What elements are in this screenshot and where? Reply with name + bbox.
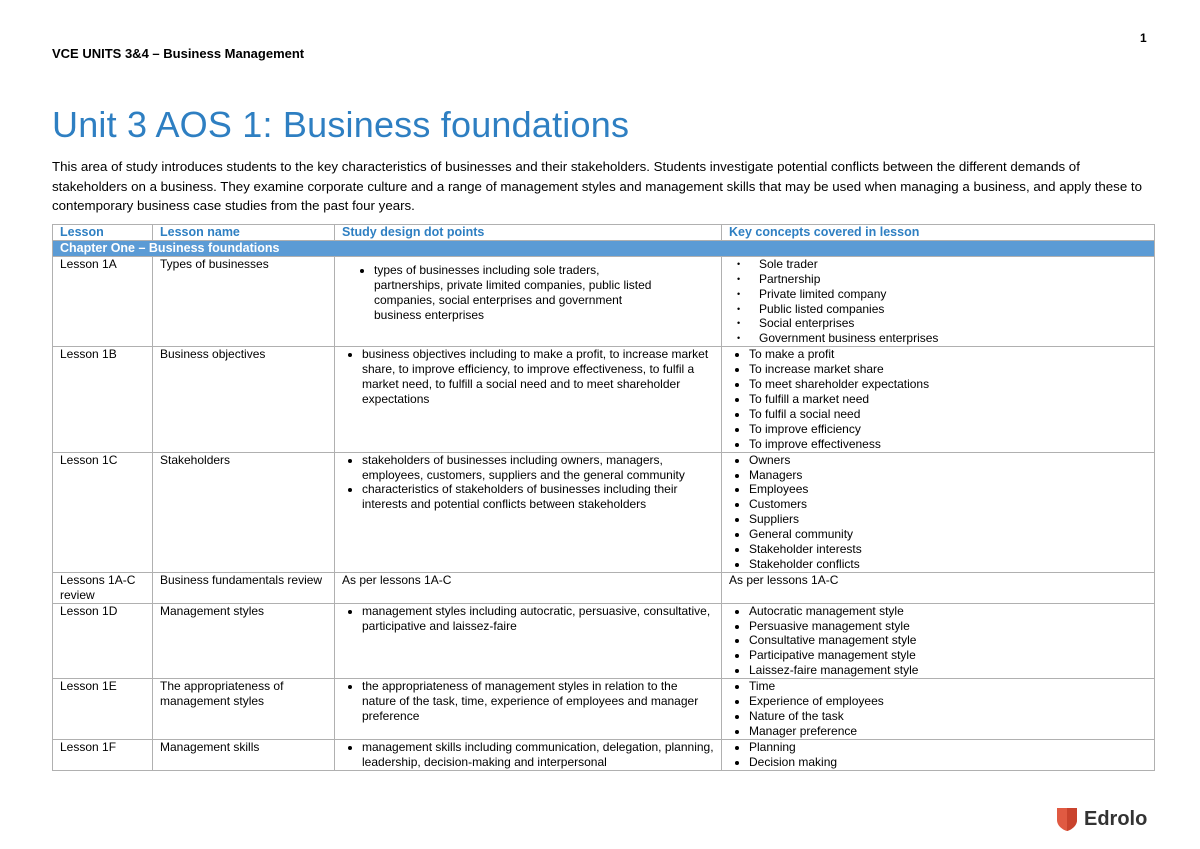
study-design-cell xyxy=(335,679,722,740)
study-design-cell xyxy=(335,739,722,770)
page-number: 1 xyxy=(1140,31,1147,45)
study-design-cell: As per lessons 1A-C xyxy=(335,572,722,603)
key-concept: • Stakeholder conflicts xyxy=(749,557,1147,572)
study-design-point: • management styles including autocratic, persuasive, consultative, participative and laissez-faire xyxy=(362,604,714,634)
key-concepts-cell xyxy=(722,739,1155,770)
key-concept: • General community xyxy=(749,527,1147,542)
key-concept: • To make a profit xyxy=(749,347,1147,362)
key-concepts-cell xyxy=(722,603,1155,679)
column-header-lesson-name: Lesson name xyxy=(153,225,335,241)
key-concept: • Partnership xyxy=(759,272,1147,287)
key-concept: • To increase market share xyxy=(749,362,1147,377)
edrolo-shield-icon xyxy=(1056,806,1078,832)
lesson-code: Lesson 1D xyxy=(53,603,153,679)
table-row xyxy=(53,256,1155,346)
study-design-cell xyxy=(335,452,722,572)
study-design-cell xyxy=(335,603,722,679)
key-concept: • Consultative management style xyxy=(749,633,1147,648)
document-header: VCE UNITS 3&4 – Business Management xyxy=(52,46,305,61)
lesson-name: The appropriateness of management styles xyxy=(153,679,335,740)
key-concept: • Managers xyxy=(749,468,1147,483)
study-design-cell xyxy=(335,347,722,452)
key-concepts-cell xyxy=(722,452,1155,572)
table-row xyxy=(53,679,1155,740)
key-concept: • Social enterprises xyxy=(759,316,1147,331)
table-row xyxy=(53,739,1155,770)
table-row xyxy=(53,603,1155,679)
key-concept: • To improve efficiency xyxy=(749,422,1147,437)
key-concept: • Nature of the task xyxy=(749,709,1147,724)
key-concepts-cell xyxy=(722,347,1155,452)
lesson-name: Business fundamentals review xyxy=(153,572,335,603)
study-design-point: • business objectives including to make a profit, to increase market share, to improve efficiency, to improve effectiveness, to fulfil a market need, to fulfill a social need and to meet shareholder expectations xyxy=(362,347,714,407)
lesson-name: Management styles xyxy=(153,603,335,679)
key-concepts-cell xyxy=(722,679,1155,740)
key-concept: • To fulfil a social need xyxy=(749,407,1147,422)
lesson-name: Management skills xyxy=(153,739,335,770)
table-row xyxy=(53,452,1155,572)
table-header-row xyxy=(53,225,1155,241)
key-concept: • Manager preference xyxy=(749,724,1147,739)
intro-paragraph: This area of study introduces students to the key characteristics of businesses and their stakeholders. Students investigate potential conflicts between the different demands of stakeholders on a business. They examine corporate culture and a range of management styles and management skills that may be used when managing a business, and apply these to contemporary business case studies from the past four years. xyxy=(52,159,1143,213)
study-design-cell xyxy=(335,256,722,346)
table-row xyxy=(53,347,1155,452)
key-concept: • Public listed companies xyxy=(759,302,1147,317)
lesson-code: Lesson 1A xyxy=(53,256,153,346)
study-design-point: • stakeholders of businesses including owners, managers, employees, customers, suppliers and the general community xyxy=(362,453,714,483)
lesson-name: Stakeholders xyxy=(153,452,335,572)
key-concepts-cell xyxy=(722,256,1155,346)
key-concept: • Stakeholder interests xyxy=(749,542,1147,557)
lesson-name: Types of businesses xyxy=(153,256,335,346)
chapter-row xyxy=(53,240,1155,256)
study-design-point: • management skills including communication, delegation, planning, leadership, decision-making and interpersonal xyxy=(362,740,714,770)
key-concept: • To meet shareholder expectations xyxy=(749,377,1147,392)
key-concept: • Government business enterprises xyxy=(759,331,1147,346)
key-concept: • Participative management style xyxy=(749,648,1147,663)
key-concept: • Autocratic management style xyxy=(749,604,1147,619)
key-concept: • Planning xyxy=(749,740,1147,755)
key-concept: • Customers xyxy=(749,497,1147,512)
lesson-code: Lesson 1B xyxy=(53,347,153,452)
study-design-point: • types of businesses including sole traders, partnerships, private limited companies, public listed companies, social enterprises and government business enterprises xyxy=(374,263,659,323)
lesson-name: Business objectives xyxy=(153,347,335,452)
key-concept: • Decision making xyxy=(749,755,1147,770)
key-concept: • Private limited company xyxy=(759,287,1147,302)
lessons-table xyxy=(52,224,1155,771)
column-header-study-design: Study design dot points xyxy=(335,225,722,241)
column-header-lesson: Lesson xyxy=(53,225,153,241)
study-design-point: • the appropriateness of management styles in relation to the nature of the task, time, experience of employees and manager preference xyxy=(362,679,714,724)
chapter-title: Chapter One – Business foundations xyxy=(53,240,1155,256)
column-header-key-concepts: Key concepts covered in lesson xyxy=(722,225,1155,241)
key-concept: • To improve effectiveness xyxy=(749,437,1147,452)
key-concept: • Employees xyxy=(749,482,1147,497)
key-concept: • Time xyxy=(749,679,1147,694)
key-concept: • To fulfill a market need xyxy=(749,392,1147,407)
key-concept: • Laissez-faire management style xyxy=(749,663,1147,678)
lesson-code: Lessons 1A-C review xyxy=(53,572,153,603)
lesson-code: Lesson 1E xyxy=(53,679,153,740)
table-row xyxy=(53,572,1155,603)
key-concepts-cell: As per lessons 1A-C xyxy=(722,572,1155,603)
edrolo-logo xyxy=(1056,806,1147,832)
key-concept: • Sole trader xyxy=(759,257,1147,272)
key-concept: • Suppliers xyxy=(749,512,1147,527)
lesson-code: Lesson 1C xyxy=(53,452,153,572)
edrolo-logo-text: Edrolo xyxy=(1084,807,1148,830)
key-concept: • Owners xyxy=(749,453,1147,468)
key-concept: • Persuasive management style xyxy=(749,619,1147,634)
study-design-point: • characteristics of stakeholders of businesses including their interests and potential conflicts between stakeholders xyxy=(362,482,714,512)
lesson-code: Lesson 1F xyxy=(53,739,153,770)
key-concept: • Experience of employees xyxy=(749,694,1147,709)
page-title: Unit 3 AOS 1: Business foundations xyxy=(52,104,630,145)
